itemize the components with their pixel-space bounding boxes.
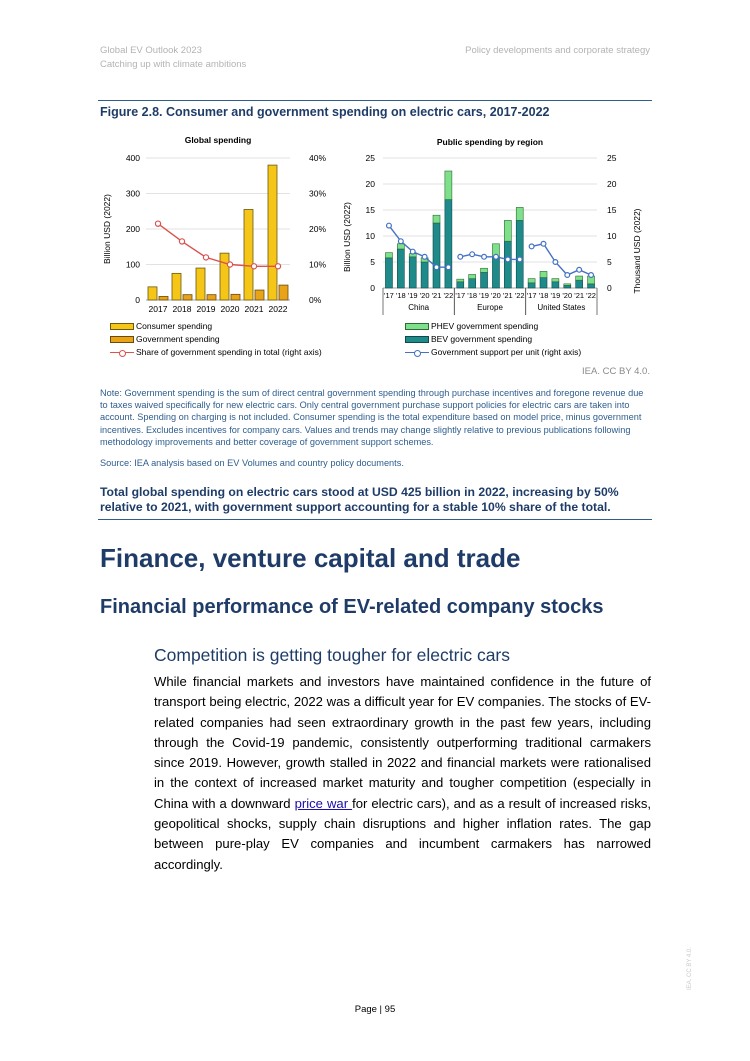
bar-consumer xyxy=(172,273,181,300)
bar-bev xyxy=(564,285,571,288)
bar-phev xyxy=(457,279,464,282)
global-spending-legend xyxy=(110,320,322,359)
bar-phev xyxy=(385,253,392,258)
x-tick-label: '20 xyxy=(562,291,573,300)
bar-government xyxy=(207,295,216,300)
group-label: Europe xyxy=(477,303,503,312)
support-point xyxy=(387,223,392,228)
figure-bottom-rule xyxy=(98,519,652,520)
support-line xyxy=(532,244,591,275)
support-point xyxy=(505,257,510,262)
support-point xyxy=(470,252,475,257)
bar-government xyxy=(231,294,240,300)
bar-bev xyxy=(516,220,523,288)
support-point xyxy=(458,254,463,259)
support-point xyxy=(589,273,594,278)
support-point xyxy=(541,241,546,246)
y-axis-label: Billion USD (2022) xyxy=(342,202,352,272)
y2-tick-label: 0 xyxy=(607,283,612,293)
legend-swatch xyxy=(110,323,134,330)
bar-phev xyxy=(469,274,476,278)
bar-consumer xyxy=(220,253,229,300)
legend-consumer: Consumer spending xyxy=(110,320,322,333)
chapter-subtitle: Catching up with climate ambitions xyxy=(100,59,247,70)
x-tick-label: '22 xyxy=(586,291,596,300)
x-tick-label: '19 xyxy=(479,291,489,300)
y2-axis-label: Thousand USD (2022) xyxy=(632,208,642,294)
bar-bev xyxy=(469,279,476,288)
figure-note: Note: Government spending is the sum of direct central government spending through purchase incentives and foregone revenue due to taxes waived specifically for new electric cars. Only central government purchase support policies for electric cars are taken into account. Spending on charging is not included. Consumer spending is the total expenditure based on model price, minus government incentives. Excludes incentives for company cars. Values and trends may change slightly relative to previous publications following methodology improvements and better coverage of government support schemes. xyxy=(100,388,644,447)
bar-bev xyxy=(588,284,595,288)
x-tick-label: '21 xyxy=(502,291,513,300)
y-tick-label: 5 xyxy=(370,257,375,267)
y-tick-label: 10 xyxy=(365,231,375,241)
y2-tick-label: 10 xyxy=(607,231,617,241)
bar-bev xyxy=(504,241,511,288)
subsection-heading: Financial performance of EV-related company stocks xyxy=(100,596,604,618)
support-point xyxy=(434,265,439,270)
support-point xyxy=(422,254,427,259)
support-point xyxy=(553,260,558,265)
x-tick-label: 2019 xyxy=(196,304,216,314)
bar-phev xyxy=(552,279,559,282)
price-war-link[interactable]: price war xyxy=(294,795,353,811)
bar-consumer xyxy=(244,209,253,300)
y-tick-label: 15 xyxy=(365,205,375,215)
running-header-left xyxy=(100,44,246,72)
y2-tick-label: 10% xyxy=(309,259,327,270)
bar-phev xyxy=(516,207,523,220)
bar-bev xyxy=(576,280,583,288)
bar-phev xyxy=(481,268,488,272)
legend-bev: BEV government spending xyxy=(405,333,581,346)
legend-line-marker xyxy=(405,349,429,357)
bar-phev xyxy=(504,220,511,241)
y-tick-label: 0 xyxy=(135,295,140,305)
x-tick-label: 2017 xyxy=(148,304,168,314)
bar-bev xyxy=(397,249,404,288)
support-point xyxy=(529,244,534,249)
x-tick-label: '17 xyxy=(455,291,466,300)
legend-swatch xyxy=(405,336,429,343)
x-tick-label: '21 xyxy=(574,291,585,300)
x-tick-label: 2018 xyxy=(172,304,192,314)
bar-phev xyxy=(564,284,571,286)
x-tick-label: '22 xyxy=(443,291,454,300)
bar-bev xyxy=(445,200,452,288)
support-point xyxy=(446,265,451,270)
legend-support: Government support per unit (right axis) xyxy=(405,346,581,359)
support-point xyxy=(577,267,582,272)
figure-key-message: Total global spending on electric cars stood at USD 425 billion in 2022, increasing by 50% relative to 2021, with government support accounting for a stable 10% share of the total. xyxy=(100,485,619,515)
legend-phev: PHEV government spending xyxy=(405,320,581,333)
chart-title: Global spending xyxy=(184,135,252,145)
x-tick-label: 2020 xyxy=(220,304,240,314)
x-tick-label: '17 xyxy=(526,291,537,300)
figure-label: Figure 2.8. xyxy=(100,105,163,119)
bar-bev xyxy=(492,257,499,288)
section-heading: Finance, venture capital and trade xyxy=(100,543,521,573)
y2-tick-label: 5 xyxy=(607,257,612,267)
global-spending-svg xyxy=(100,132,340,322)
bar-bev xyxy=(457,282,464,288)
x-tick-label: '18 xyxy=(395,291,406,300)
x-tick-label: 2022 xyxy=(268,304,288,314)
y-tick-label: 0 xyxy=(370,283,375,293)
y2-tick-label: 25 xyxy=(607,153,617,163)
x-tick-label: '18 xyxy=(538,291,549,300)
bar-government xyxy=(255,290,264,300)
y-tick-label: 25 xyxy=(365,153,375,163)
x-tick-label: '20 xyxy=(491,291,501,300)
y-tick-label: 200 xyxy=(125,224,140,234)
share-point xyxy=(155,221,160,226)
running-header-right: Policy developments and corporate strategy xyxy=(465,45,650,56)
legend-government: Government spending xyxy=(110,333,322,346)
figure-title xyxy=(100,105,549,119)
chart-title: Public spending by region xyxy=(436,137,544,147)
legend-swatch xyxy=(110,336,134,343)
bar-consumer xyxy=(268,165,277,300)
bar-bev xyxy=(528,283,535,288)
figure-top-rule xyxy=(98,100,652,101)
bar-government xyxy=(159,296,168,300)
share-point xyxy=(227,262,232,267)
y2-tick-label: 20% xyxy=(309,224,327,234)
share-point xyxy=(275,264,280,269)
support-point xyxy=(398,239,403,244)
global-spending-chart xyxy=(100,132,340,322)
y2-tick-label: 30% xyxy=(309,188,327,199)
y-tick-label: 400 xyxy=(125,153,140,163)
regional-spending-legend xyxy=(405,320,581,359)
support-point xyxy=(410,249,415,254)
figure-caption: Consumer and government spending on electric cars, 2017-2022 xyxy=(166,105,550,119)
group-label: China xyxy=(408,303,430,312)
legend-swatch xyxy=(405,323,429,330)
x-tick-label: 2021 xyxy=(244,304,264,314)
bar-phev xyxy=(445,171,452,200)
y-tick-label: 100 xyxy=(125,259,140,270)
bar-phev xyxy=(528,279,535,283)
group-label: United States xyxy=(537,303,586,312)
x-tick-label: '17 xyxy=(384,291,394,300)
legend-line-marker xyxy=(110,349,134,357)
y-tick-label: 20 xyxy=(365,179,375,189)
y2-tick-label: 20 xyxy=(607,179,617,189)
support-point xyxy=(494,254,499,259)
bar-bev xyxy=(552,282,559,288)
bar-bev xyxy=(481,272,488,288)
x-tick-label: '20 xyxy=(419,291,430,300)
bar-bev xyxy=(433,223,440,288)
bar-bev xyxy=(540,278,547,288)
bar-phev xyxy=(397,244,404,249)
x-tick-label: '19 xyxy=(407,291,418,300)
y-axis-label: Billion USD (2022) xyxy=(102,194,112,264)
figure-credit: IEA. CC BY 4.0. xyxy=(582,366,650,377)
y-tick-label: 300 xyxy=(125,188,140,199)
figure-source: Source: IEA analysis based on EV Volumes and country policy documents. xyxy=(100,458,404,468)
x-tick-label: '19 xyxy=(550,291,561,300)
bar-government xyxy=(183,295,192,300)
support-point xyxy=(565,273,570,278)
sub-subsection-heading: Competition is getting tougher for electric cars xyxy=(154,645,510,665)
legend-share: Share of government spending in total (right axis) xyxy=(110,346,322,359)
share-point xyxy=(203,255,208,260)
support-point xyxy=(517,257,522,262)
bar-consumer xyxy=(148,287,157,300)
page-footer xyxy=(0,1004,750,1015)
bar-phev xyxy=(576,276,583,280)
bar-bev xyxy=(385,258,392,288)
bar-phev xyxy=(540,271,547,277)
y2-tick-label: 40% xyxy=(309,153,327,163)
support-point xyxy=(482,254,487,259)
page-number: Page | 95 xyxy=(354,1004,396,1015)
bar-consumer xyxy=(196,268,205,300)
share-line xyxy=(158,224,278,267)
x-tick-label: '21 xyxy=(431,291,442,300)
body-paragraph: While financial markets and investors have maintained confidence in the future of transport being electric, 2022 was a difficult year for EV companies. The stocks of EV-related companies had seen extraordinary growth in the past few years, including through the Covid-19 pandemic, consistently outperforming traditional carmakers since 2019. However, growth stalled in 2022 and financial markets were rationalised in the context of increased market maturity and tougher competition (especially in China with a downward price war for electric cars), and as a result of increased risks, geopolitical shocks, supply chain disruptions and higher inflation rates. The gap between pure-play EV companies and incumbent carmakers has narrowed accordingly. xyxy=(154,674,652,872)
x-tick-label: '18 xyxy=(467,291,478,300)
y2-tick-label: 0% xyxy=(309,295,322,305)
x-tick-label: '22 xyxy=(514,291,525,300)
share-point xyxy=(251,264,256,269)
bar-phev xyxy=(433,215,440,223)
bar-bev xyxy=(421,262,428,288)
regional-spending-svg xyxy=(340,132,652,322)
bar-bev xyxy=(409,257,416,288)
y2-tick-label: 15 xyxy=(607,205,617,215)
regional-spending-chart xyxy=(340,132,652,322)
side-credit: IEA. CC BY 4.0. xyxy=(687,947,693,990)
share-point xyxy=(179,239,184,244)
bar-government xyxy=(279,285,288,300)
report-title: Global EV Outlook 2023 xyxy=(100,45,202,56)
